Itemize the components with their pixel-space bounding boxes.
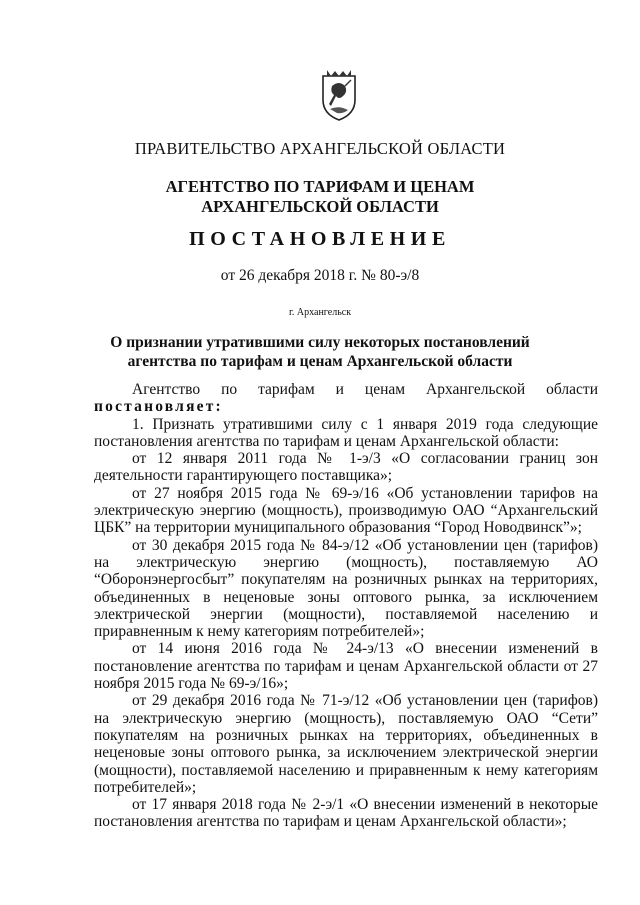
paragraph-1: 1. Признать утратившими силу с 1 января 2019 года следующие постановления агентства по тарифам и ценам Архангельской области:	[94, 415, 598, 450]
document-body	[94, 381, 598, 831]
list-item-4: от 14 июня 2016 года № 24-э/13 «О внесении изменений в постановление агентства по тарифам и ценам Архангельской области от 27 ноября 2015 года № 69-э/16»;	[94, 640, 598, 693]
government-name: ПРАВИТЕЛЬСТВО АРХАНГЕЛЬСКОЙ ОБЛАСТИ	[134, 139, 506, 158]
intro-verb: постановляет:	[94, 398, 223, 416]
intro-prefix: Агентство по тарифам и ценам Архангельской области	[132, 381, 598, 398]
agency-name-line2: АРХАНГЕЛЬСКОЙ ОБЛАСТИ	[201, 197, 439, 216]
list-item-5: от 29 декабря 2016 года № 71-э/12 «Об установлении цен (тарифов) на электрическую энергию (мощность), поставляемую ОАО “Сети” покупателям на розничных рынках на территориях, объединенных в неценовые зоны оптового рынка, за исключением электрической энергии (мощности), поставляемой населению и приравненным к нему категориям потребителей»;	[94, 692, 598, 796]
city-name: г. Архангельск	[288, 307, 352, 318]
date-and-number: от 26 декабря 2018 г. № 80-э/8	[220, 267, 420, 284]
coat-of-arms-icon	[317, 66, 361, 122]
subject-line1: О признании утратившими силу некоторых постановлений	[110, 334, 530, 351]
agency-name-line1: АГЕНТСТВО ПО ТАРИФАМ И ЦЕНАМ	[165, 177, 475, 196]
list-item-3: от 30 декабря 2015 года № 84-э/12 «Об установлении цен (тарифов) на электрическую энергию (мощность), поставляемую АО “Оборонэнергосбыт” покупателям на розничных рынках на территориях, объединенных в неценовые зоны оптового рынка, за исключением электрической энергии (мощности), поставляемой населению и приравненным к нему категориям потребителей»;	[94, 536, 598, 641]
intro-paragraph	[94, 381, 598, 416]
list-item-6: от 17 января 2018 года № 2-э/1 «О внесении изменений в некоторые постановления агентства по тарифам и ценам Архангельской области»;	[94, 796, 598, 831]
agency-name	[0, 177, 640, 217]
subject-line2: агентства по тарифам и ценам Архангельской области	[127, 353, 513, 370]
document-type-title: ПОСТАНОВЛЕНИЕ	[189, 228, 451, 250]
list-item-1: от 12 января 2011 года № 1-э/3 «О согласовании границ зон деятельности гарантирующего поставщика»;	[94, 450, 598, 485]
list-item-2: от 27 ноября 2015 года № 69-э/16 «Об установлении тарифов на электрическую энергию (мощность), производимую ОАО “Архангельский ЦБК” на территории муниципального образования “Город Новодвинск”»;	[94, 484, 598, 537]
document-subject	[0, 333, 640, 371]
